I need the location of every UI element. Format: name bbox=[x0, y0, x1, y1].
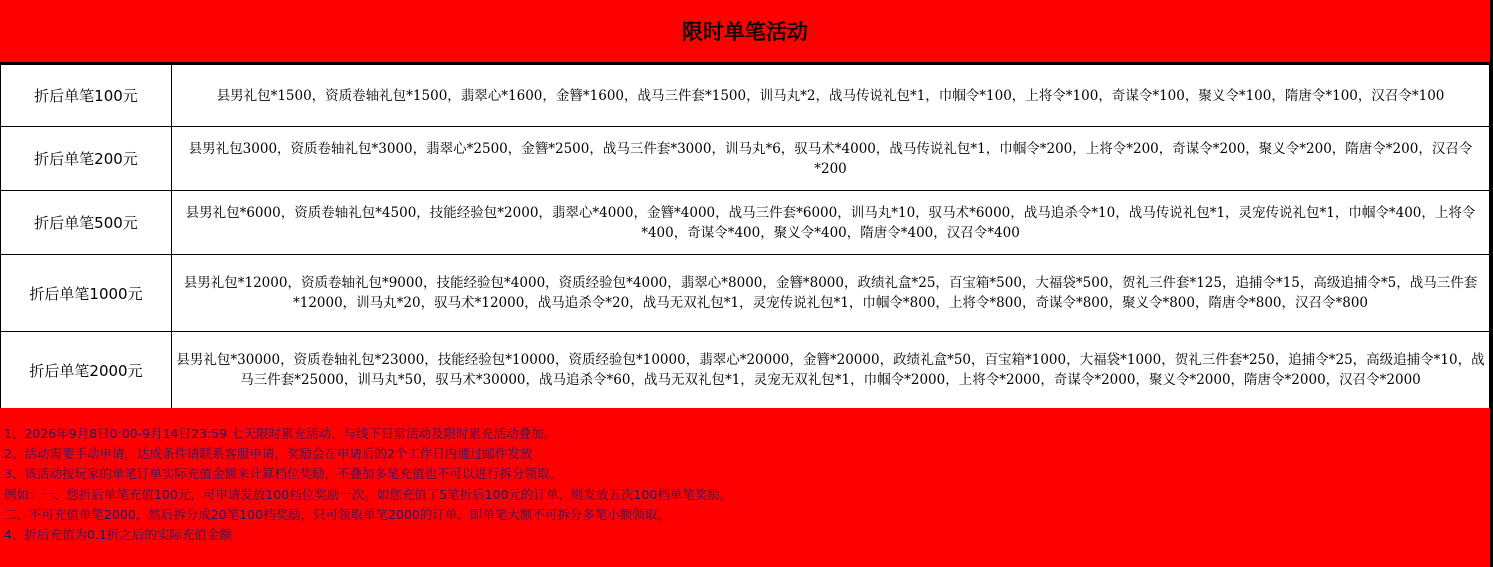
page-title: 限时单笔活动 bbox=[0, 0, 1490, 64]
reward-table bbox=[0, 64, 1490, 409]
table-row bbox=[1, 127, 1490, 191]
table-row bbox=[1, 65, 1490, 127]
rule-line: 3、该活动按玩家的单笔订单实际充值金额来计算档位奖励，不叠加多笔充值也不可以进行拆分领取。 bbox=[4, 466, 562, 482]
tier-label: 折后单笔1000元 bbox=[1, 255, 172, 332]
tier-label: 折后单笔2000元 bbox=[1, 332, 172, 409]
tier-rewards: 县男礼包*1500，资质卷轴礼包*1500，翡翠心*1600，金簪*1600，战马三件套*1500，训马丸*2，战马传说礼包*1，巾帼令*100，上将令*100，奇谋令*100，聚义令*100，隋唐令*100，汉召令*100 bbox=[172, 65, 1490, 127]
tier-rewards: 县男礼包*30000，资质卷轴礼包*23000，技能经验包*10000，资质经验包*10000，翡翠心*20000，金簪*20000，政绩礼盒*50，百宝箱*1000，大福袋*1000，贺礼三件套*250，追捕令*25，高级追捕令*10，战马三件套*25000，训马丸*50，驭马术*30000，战马追杀令*60，战马无双礼包*1，灵宠无双礼包*1，巾帼令*2000，上将令*2000，奇谋令*2000，聚义令*2000，隋唐令*2000，汉召令*2000 bbox=[172, 332, 1490, 409]
rule-line: 4、折后充值为0.1折之后的实际充值金额 bbox=[4, 527, 232, 543]
rule-line: 2、活动需要手动申请，达成条件请联系客服申请，奖励会在申请后的2个工作日内通过邮件发放 bbox=[4, 446, 533, 462]
tier-rewards: 县男礼包*12000，资质卷轴礼包*9000，技能经验包*4000，资质经验包*4000，翡翠心*8000，金簪*8000，政绩礼盒*25，百宝箱*500，大福袋*500，贺礼三件套*125，追捕令*15，高级追捕令*5，战马三件套*12000，训马丸*20，驭马术*12000，战马追杀令*20，战马无双礼包*1，灵宠传说礼包*1，巾帼令*800，上将令*800，奇谋令*800，聚义令*800，隋唐令*800，汉召令*800 bbox=[172, 255, 1490, 332]
rules-panel bbox=[0, 408, 1490, 567]
rule-line: 例如：一、您折后单笔充值100元，可申请发放100档位奖励一次。如您充值了5笔折后100元的订单，则发放五次100档单笔奖励。 bbox=[4, 486, 733, 502]
rule-line: 二、不可充值单笔2000，然后拆分成20笔100档奖励，只可领取单笔2000的订单，即单笔大额不可拆分多笔小额领取。 bbox=[4, 506, 670, 522]
tier-rewards: 县男礼包3000，资质卷轴礼包*3000，翡翠心*2500，金簪*2500，战马三件套*3000，训马丸*6，驭马术*4000，战马传说礼包*1，巾帼令*200，上将令*200，奇谋令*200，聚义令*200，隋唐令*200，汉召令*200 bbox=[172, 127, 1490, 191]
tier-label: 折后单笔200元 bbox=[1, 127, 172, 191]
table-row bbox=[1, 255, 1490, 332]
tier-rewards: 县男礼包*6000，资质卷轴礼包*4500，技能经验包*2000，翡翠心*4000，金簪*4000，战马三件套*6000，训马丸*10，驭马术*6000，战马追杀令*10，战马传说礼包*1，灵宠传说礼包*1，巾帼令*400，上将令*400，奇谋令*400，聚义令*400，隋唐令*400，汉召令*400 bbox=[172, 191, 1490, 255]
table-row bbox=[1, 332, 1490, 409]
rule-line: 1、2026年9月8日0:00-9月14日23:59 七天限时累充活动，与线下日常活动及限时累充活动叠加。 bbox=[4, 426, 557, 441]
table-row bbox=[1, 191, 1490, 255]
tier-label: 折后单笔100元 bbox=[1, 65, 172, 127]
tier-label: 折后单笔500元 bbox=[1, 191, 172, 255]
